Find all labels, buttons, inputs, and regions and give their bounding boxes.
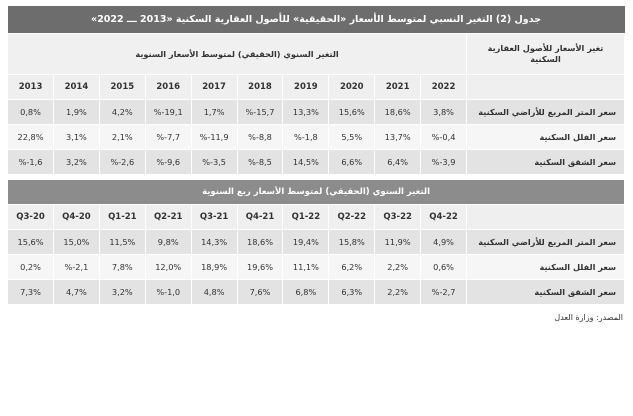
quarterly-villas-q3-20: 0,2% <box>8 255 54 280</box>
annual-land-2014: 1,9% <box>53 100 99 125</box>
table-title: جدول (2) التغير النسبي لمتوسط الأسعار «الحقيقية» للأصول العقارية السكنية «2013 ـــ 2022» <box>8 6 625 34</box>
quarterly-apartments-q2-21: 1,0-% <box>145 280 191 305</box>
quarterly-land-q3-22: 11,9% <box>375 230 421 255</box>
annual-villas-2017: 11,9-% <box>191 125 237 150</box>
quarterly-apartments-q4-21: 7,6% <box>237 280 283 305</box>
quarterly-apartments-q2-22: 6,3% <box>329 280 375 305</box>
annual-land-2013: 0,8% <box>8 100 54 125</box>
annual-apartments-2021: 6,4% <box>375 150 421 175</box>
quarterly-villas-q2-22: 6,2% <box>329 255 375 280</box>
annual-land-2020: 15,6% <box>329 100 375 125</box>
quarterly-band-row <box>8 180 625 205</box>
quarterly-apartments-q4-20: 4,7% <box>53 280 99 305</box>
quarterly-villas-q2-21: 12,0% <box>145 255 191 280</box>
quarterly-apartments-q3-20: 7,3% <box>8 280 54 305</box>
annual-villas-2021: 13,7% <box>375 125 421 150</box>
quarterly-header-row <box>8 205 625 230</box>
annual-apartments-2015: 2,6-% <box>99 150 145 175</box>
annual-apartments-2017: 3,5-% <box>191 150 237 175</box>
annual-villas-2019: 1,8-% <box>283 125 329 150</box>
quarterly-apartments-q1-22: 6,8% <box>283 280 329 305</box>
quarterly-col-q3-22: Q3-22 <box>375 205 421 230</box>
quarterly-apartments-q1-21: 3,2% <box>99 280 145 305</box>
annual-land-2016: 19,1-% <box>145 100 191 125</box>
annual-col-2021: 2021 <box>375 75 421 100</box>
quarterly-land-q3-21: 14,3% <box>191 230 237 255</box>
quarterly-row-label-land: سعر المتر المربع للأراضي السكنية <box>467 230 625 255</box>
quarterly-col-q3-20: Q3-20 <box>8 205 54 230</box>
quarterly-villas-q3-22: 2,2% <box>375 255 421 280</box>
annual-villas-2015: 2,1% <box>99 125 145 150</box>
table-row <box>8 100 625 125</box>
annual-apartments-2013: 1,6-% <box>8 150 54 175</box>
annual-col-2022: 2022 <box>421 75 467 100</box>
annual-land-2019: 13,3% <box>283 100 329 125</box>
quarterly-villas-q4-22: 0,6% <box>421 255 467 280</box>
quarterly-land-q4-21: 18,6% <box>237 230 283 255</box>
annual-land-2015: 4,2% <box>99 100 145 125</box>
quarterly-villas-q1-22: 11,1% <box>283 255 329 280</box>
quarterly-col-q1-21: Q1-21 <box>99 205 145 230</box>
quarterly-col-q3-21: 21-Q3 <box>191 205 237 230</box>
quarterly-land-q4-20: 15,0% <box>53 230 99 255</box>
annual-col-2014: 2014 <box>53 75 99 100</box>
table-row <box>8 255 625 280</box>
quarterly-villas-q1-21: 7,8% <box>99 255 145 280</box>
quarterly-row-label-villas: سعر الفلل السكنية <box>467 255 625 280</box>
annual-villas-2016: 7,7-% <box>145 125 191 150</box>
annual-apartments-2022: 3,9-% <box>421 150 467 175</box>
annual-villas-2013: 22,8% <box>8 125 54 150</box>
quarterly-land-q4-22: 4,9% <box>421 230 467 255</box>
annual-land-2022: 3,8% <box>421 100 467 125</box>
annual-apartments-2019: 14,5% <box>283 150 329 175</box>
quarterly-corner-cell <box>467 205 625 230</box>
quarterly-col-q4-21: 21-Q4 <box>237 205 283 230</box>
quarterly-col-q4-20: Q4-20 <box>53 205 99 230</box>
annual-villas-2014: 3,1% <box>53 125 99 150</box>
annual-land-2021: 18,6% <box>375 100 421 125</box>
annual-band-label: التغير السنوي (الحقيقي) لمتوسط الأسعار السنوية <box>8 34 467 75</box>
quarterly-land-q3-20: 15,6% <box>8 230 54 255</box>
table-row <box>8 125 625 150</box>
quarterly-land-q1-21: 11,5% <box>99 230 145 255</box>
annual-apartments-2018: 8,5-% <box>237 150 283 175</box>
annual-row-label-land: سعر المتر المربع للأراضي السكنية <box>467 100 625 125</box>
quarterly-col-q2-22: Q2-22 <box>329 205 375 230</box>
table-title-row <box>8 6 625 34</box>
annual-villas-2018: 8,8-% <box>237 125 283 150</box>
annual-row-label-villas: سعر الفلل السكنية <box>467 125 625 150</box>
annual-villas-2020: 5,5% <box>329 125 375 150</box>
annual-row-label-apartments: سعر الشقق السكنية <box>467 150 625 175</box>
annual-col-2016: 2016 <box>145 75 191 100</box>
quarterly-land-q1-22: 19,4% <box>283 230 329 255</box>
annual-col-2019: 2019 <box>283 75 329 100</box>
table-row <box>8 280 625 305</box>
row-label-header: تغير الأسعار للأصول العقارية السكنية <box>467 34 625 75</box>
annual-villas-2022: 0,4-% <box>421 125 467 150</box>
annual-col-2013: 2013 <box>8 75 54 100</box>
annual-corner-cell <box>467 75 625 100</box>
quarterly-col-q2-21: 21-Q2 <box>145 205 191 230</box>
real-estate-price-change-table <box>7 6 625 305</box>
annual-band-row <box>8 34 625 75</box>
annual-col-2015: 2015 <box>99 75 145 100</box>
source-note: المصدر: وزارة العدل <box>554 313 623 323</box>
annual-year-header-row <box>8 75 625 100</box>
quarterly-col-q4-22: Q4-22 <box>421 205 467 230</box>
table-row <box>8 150 625 175</box>
annual-land-2017: 1,7% <box>191 100 237 125</box>
quarterly-col-q1-22: Q1-22 <box>283 205 329 230</box>
quarterly-apartments-q3-22: 2,2% <box>375 280 421 305</box>
quarterly-villas-q4-21: 19,6% <box>237 255 283 280</box>
quarterly-apartments-q3-21: 4,8% <box>191 280 237 305</box>
quarterly-land-q2-22: 15,8% <box>329 230 375 255</box>
annual-land-2018: 15,7-% <box>237 100 283 125</box>
annual-col-2018: 2018 <box>237 75 283 100</box>
annual-col-2020: 2020 <box>329 75 375 100</box>
annual-col-2017: 2017 <box>191 75 237 100</box>
annual-apartments-2016: 9,6-% <box>145 150 191 175</box>
quarterly-land-q2-21: 9,8% <box>145 230 191 255</box>
annual-apartments-2014: 3,2% <box>53 150 99 175</box>
quarterly-band-label: التغير السنوي (الحقيقي) لمتوسط الأسعار ربع السنوية <box>8 180 625 205</box>
quarterly-villas-q4-20: 2,1-% <box>53 255 99 280</box>
table-row <box>8 230 625 255</box>
quarterly-villas-q3-21: 18,9% <box>191 255 237 280</box>
quarterly-row-label-apartments: سعر الشقق السكنية <box>467 280 625 305</box>
quarterly-apartments-q4-22: 2,7-% <box>421 280 467 305</box>
annual-apartments-2020: 6,6% <box>329 150 375 175</box>
